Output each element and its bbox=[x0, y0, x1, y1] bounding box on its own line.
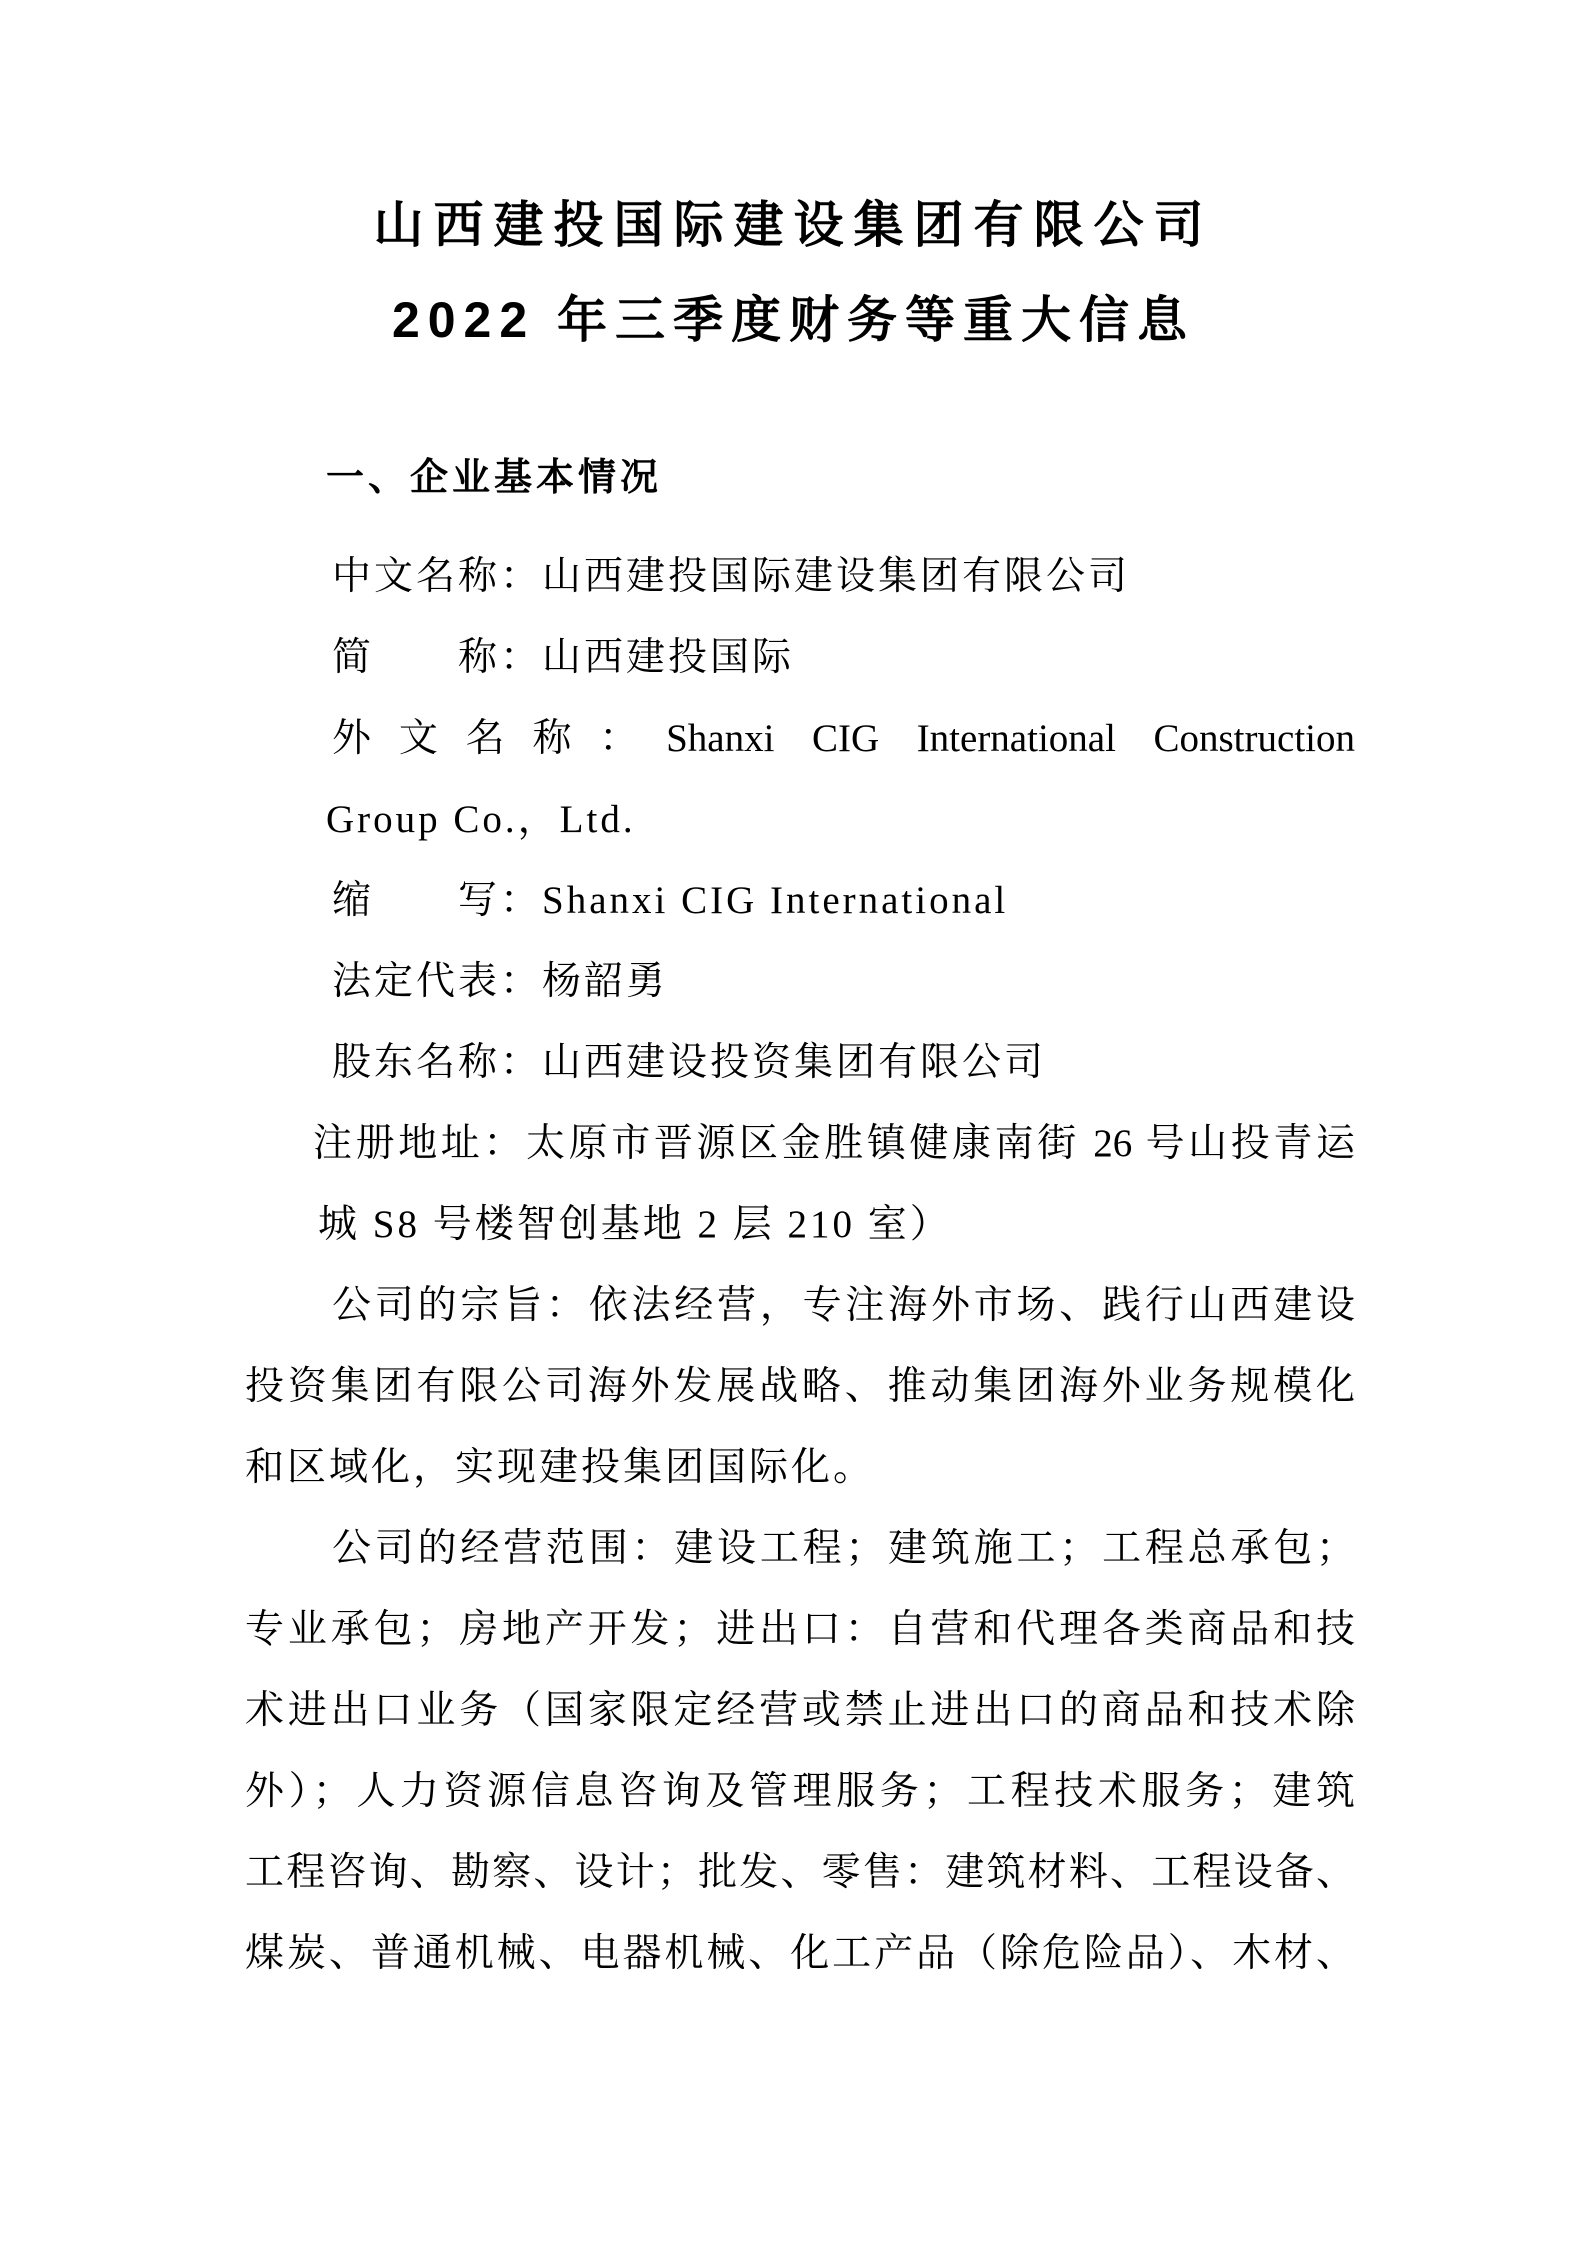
document-title-line-1: 山西建投国际建设集团有限公司 bbox=[373, 197, 1214, 253]
body-line-short-name: 简 称：山西建投国际 bbox=[332, 636, 795, 679]
body-line-scope-5: 工程咨询、勘察、设计；批发、零售：建筑材料、工程设备、 bbox=[245, 1851, 1355, 1894]
body-line-scope-1: 公司的经营范围：建设工程；建筑施工；工程总承包； bbox=[332, 1527, 1355, 1570]
body-line-foreign-name-cont: Group Co.，Ltd. bbox=[326, 798, 636, 841]
body-line-scope-4: 外）；人力资源信息咨询及管理服务；工程技术服务；建筑 bbox=[245, 1770, 1355, 1813]
body-line-scope-3: 术进出口业务（国家限定经营或禁止进出口的商品和技术除 bbox=[245, 1689, 1355, 1732]
body-line-chinese-name: 中文名称：山西建投国际建设集团有限公司 bbox=[332, 555, 1131, 598]
body-line-purpose-3: 和区域化，实现建投集团国际化。 bbox=[245, 1446, 876, 1489]
body-line-registered-address-cont: 城 S8 号楼智创基地 2 层 210 室） bbox=[318, 1203, 952, 1246]
body-line-legal-representative: 法定代表：杨韶勇 bbox=[332, 960, 669, 1003]
body-line-purpose-2: 投资集团有限公司海外发展战略、推动集团海外业务规模化 bbox=[245, 1365, 1355, 1408]
body-line-registered-address: 注册地址：太原市晋源区金胜镇健康南街 26 号山投青运 bbox=[313, 1122, 1355, 1165]
document-title-line-2: 2022 年三季度财务等重大信息 bbox=[391, 292, 1196, 348]
body-line-abbreviation: 缩 写：Shanxi CIG International bbox=[332, 879, 1009, 922]
body-line-scope-6: 煤炭、普通机械、电器机械、化工产品（除危险品）、木材、 bbox=[245, 1932, 1355, 1975]
body-line-scope-2: 专业承包；房地产开发；进出口：自营和代理各类商品和技 bbox=[245, 1608, 1355, 1651]
body-line-purpose-1: 公司的宗旨：依法经营，专注海外市场、践行山西建设 bbox=[332, 1284, 1355, 1327]
section-heading: 一、企业基本情况 bbox=[326, 457, 663, 499]
body-line-foreign-name: 外文名称：Shanxi CIG International Construction bbox=[332, 717, 1355, 760]
body-line-shareholder: 股东名称：山西建设投资集团有限公司 bbox=[332, 1041, 1047, 1084]
